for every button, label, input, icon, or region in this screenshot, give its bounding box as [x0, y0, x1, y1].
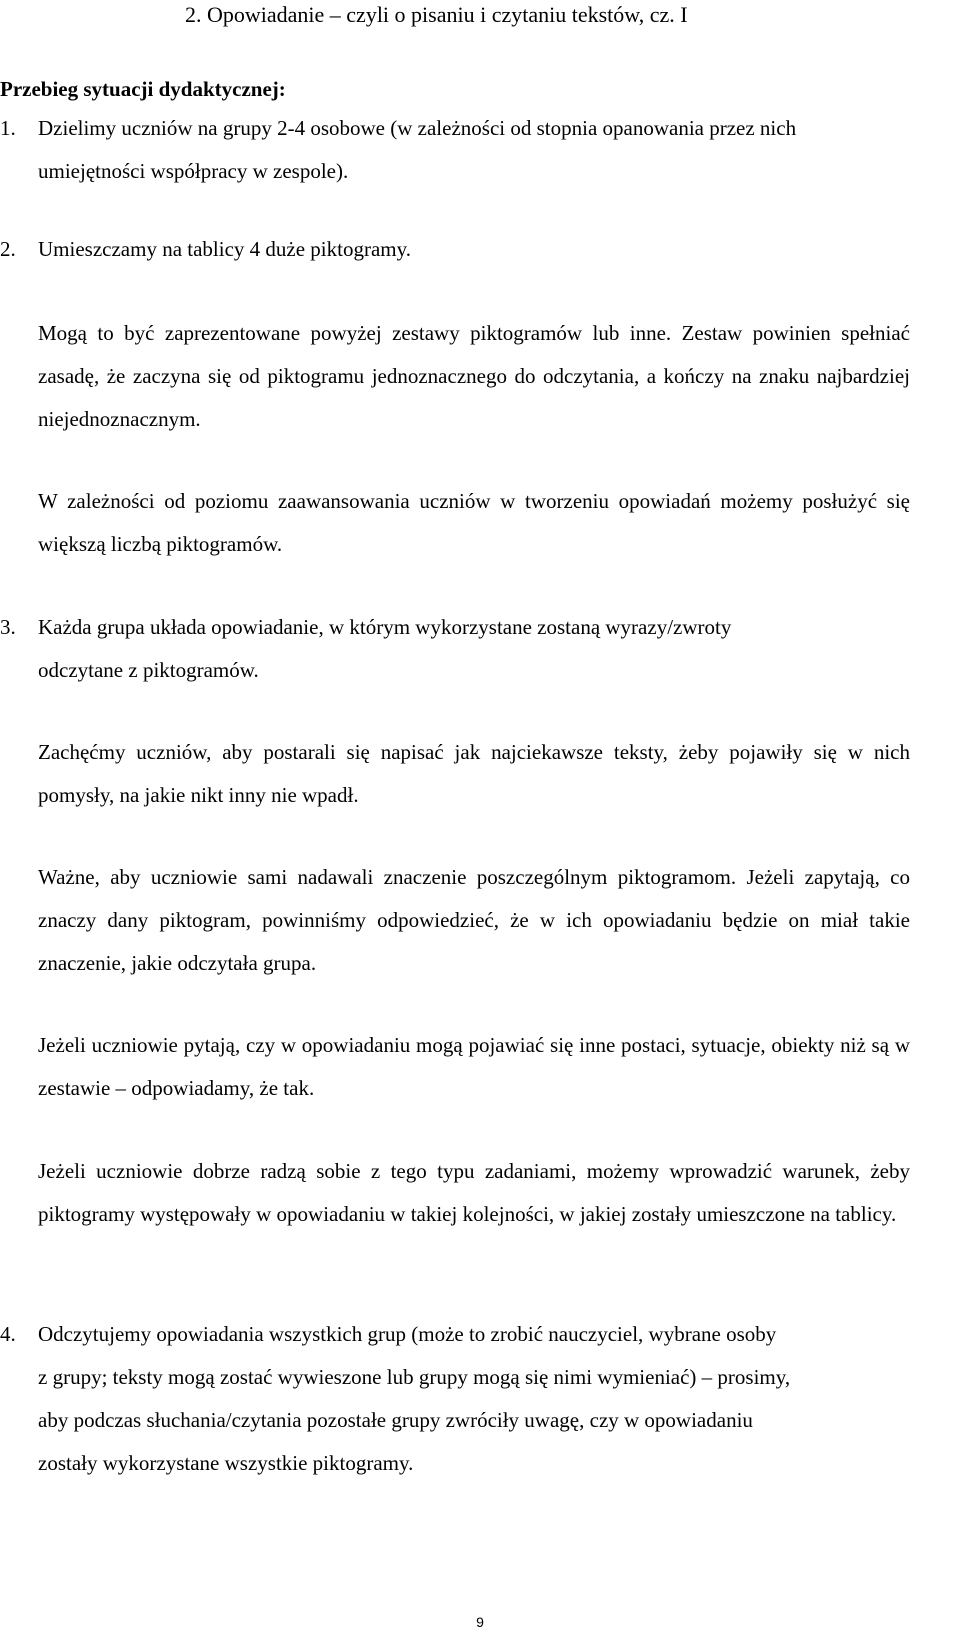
step-3 — [0, 606, 910, 696]
page-number: 9 — [476, 1614, 484, 1630]
step-number: 2. — [0, 237, 16, 261]
step-line: Dzielimy uczniów na grupy 2-4 osobowe (w zależności od stopnia opanowania przez nich — [38, 116, 797, 140]
step-line: Odczytujemy opowiadania wszystkich grup (może to zrobić nauczyciel, wybrane osoby — [38, 1322, 777, 1346]
step-line: Każda grupa układa opowiadanie, w którym wykorzystane zostaną wyrazy/zwroty — [38, 615, 732, 639]
paragraph-order: Jeżeli uczniowie dobrze radzą sobie z tego typu zadaniami, możemy wprowadzić warunek, żeby piktogramy występowały w opowiadaniu w takiej kolejności, w jakiej zostały umieszczone na tablicy. — [38, 1159, 910, 1226]
step-number: 4. — [0, 1322, 16, 1346]
step-line: aby podczas słuchania/czytania pozostałe grupy zwróciły uwagę, czy w opowiadaniu — [38, 1408, 753, 1432]
step-1 — [0, 107, 910, 197]
paragraph-meaning: Ważne, aby uczniowie sami nadawali znaczenie poszczególnym piktogramom. Jeżeli zapytają, co znaczy dany piktogram, powinniśmy odpowiedzieć, że w ich opowiadaniu będzie on miał takie znaczenie, jakie odczytała grupa. — [38, 865, 910, 975]
paragraph-other-characters: Jeżeli uczniowie pytają, czy w opowiadaniu mogą pojawiać się inne postaci, sytuacje, obiekty niż są w zestawie – odpowiadamy, że tak. — [38, 1033, 910, 1100]
step-number: 1. — [0, 116, 16, 140]
step-line: z grupy; teksty mogą zostać wywieszone lub grupy mogą się nimi wymieniać) – prosimy, — [38, 1365, 791, 1389]
step-number: 3. — [0, 615, 16, 639]
step-line: zostały wykorzystane wszystkie piktogramy. — [38, 1451, 414, 1475]
page-heading: 2. Opowiadanie – czyli o pisaniu i czytaniu tekstów, cz. I — [185, 2, 688, 27]
paragraph-advanced: W zależności od poziomu zaawansowania uczniów w tworzeniu opowiadań możemy posłużyć się większą liczbą piktogramów. — [38, 489, 910, 556]
step-2 — [0, 228, 910, 273]
step-4 — [0, 1313, 910, 1488]
step-line: umiejętności współpracy w zespole). — [38, 159, 349, 183]
step-line: odczytane z piktogramów. — [38, 658, 259, 682]
paragraph-encourage: Zachęćmy uczniów, aby postarali się napisać jak najciekawsze teksty, żeby pojawiły się w nich pomysły, na jakie nikt inny nie wpadł. — [38, 740, 910, 807]
step-line: Umieszczamy na tablicy 4 duże piktogramy. — [38, 237, 412, 261]
section-title: Przebieg sytuacji dydaktycznej: — [0, 77, 286, 101]
paragraph-pictograms: Mogą to być zaprezentowane powyżej zestawy piktogramów lub inne. Zestaw powinien spełniać zasadę, że zaczyna się od piktogramu jednoznacznego do odczytania, a kończy na znaku najbardziej niejednoznacznym. — [38, 321, 910, 431]
